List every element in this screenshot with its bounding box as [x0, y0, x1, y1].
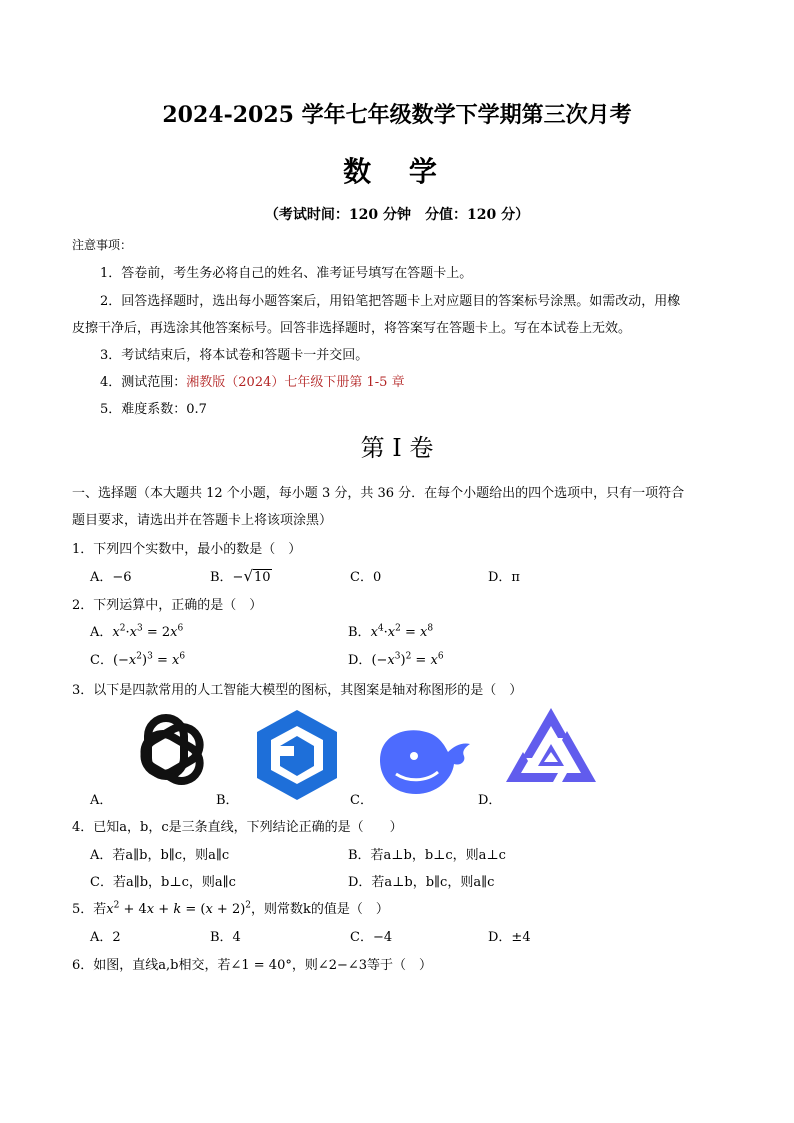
kimi-logo-icon [254, 708, 340, 802]
q2-option-b-label: B． [348, 625, 371, 640]
q4-option-a: A．若a∥b，b∥c，则a∥c [90, 848, 230, 863]
q5-option-d: D．±4 [488, 930, 531, 945]
qwen-logo-icon [502, 706, 600, 798]
notice-item-2-line2: 皮擦干净后，再选涂其他答案标号。回答非选择题时，将答案写在答题卡上。写在本试卷上无效。 [72, 321, 632, 336]
q1-option-b-radicand: 10 [254, 570, 271, 585]
deepseek-whale-logo-icon [374, 722, 476, 798]
q6-stem: 6．如图，直线a,b相交，若∠1 = 40°，则∠2−∠3等于（ ） [72, 958, 433, 973]
q1-option-b: B．−√10 [210, 567, 271, 585]
q3-option-a: A． [90, 793, 113, 808]
q2-option-a-label: A． [90, 625, 113, 640]
q2-option-a: A．$x^2\cdot x^3 = 2x^6$ [90, 623, 184, 640]
q1-option-b-label: B．− [210, 570, 244, 585]
q1-option-a: A．−6 [90, 570, 132, 585]
q4-stem: 4．已知a，b，c是三条直线，下列结论正确的是（ ） [72, 820, 403, 835]
q3-stem: 3．以下是四款常用的人工智能大模型的图标，其图案是轴对称图形的是（ ） [72, 683, 523, 698]
notice-item-5: 5．难度系数：0.7 [100, 402, 207, 417]
exam-title: 2024-2025 学年七年级数学下学期第三次月考 [162, 102, 632, 128]
notice-heading: 注意事项： [72, 238, 133, 252]
scope-highlight: 湘教版（2024）七年级下册第 1-5 章 [186, 375, 405, 390]
q2-option-c-label: C． [90, 653, 113, 668]
q4-option-d: D．若a⊥b，b∥c，则a∥c [348, 875, 495, 890]
exam-info: （考试时间：120 分钟 分值：120 分） [264, 207, 530, 223]
notice-item-2-line1: 2．回答选择题时，选出每小题答案后，用铅笔把答题卡上对应题目的答案标号涂黑。如需改动，用橡 [100, 294, 681, 309]
q3-option-b: B． [216, 793, 239, 808]
q1-option-d: D．π [488, 570, 520, 585]
q2-stem: 2．下列运算中，正确的是（ ） [72, 598, 263, 613]
q4-option-b: B．若a⊥b，b⊥c，则a⊥c [348, 848, 506, 863]
q5-option-c: C．−4 [350, 930, 393, 945]
q5-stem: 5．若$x^2 + 4x + k = (x + 2)^2$，则常数k的值是（ ） [72, 900, 389, 917]
openai-logo-icon [118, 708, 214, 800]
q3-option-d: D． [478, 793, 502, 808]
q5-option-a: A．2 [90, 930, 121, 945]
q3-option-c: C． [350, 793, 373, 808]
q4-option-c: C．若a∥b，b⊥c，则a∥c [90, 875, 236, 890]
q1-stem: 1．下列四个实数中，最小的数是（ ） [72, 542, 302, 557]
q2-option-b: B．$x^4\cdot x^2 = x^8$ [348, 623, 434, 640]
notice-item-4 [100, 371, 405, 390]
subject-title: 数 学 [343, 155, 451, 188]
q5-stem-prefix: 5．若 [72, 902, 107, 917]
q2-option-d: D．$(-x^3)^2 = x^6$ [348, 651, 444, 668]
q5-stem-suffix: ，则常数k的值是（ ） [251, 902, 389, 917]
notice-item-1: 1．答卷前，考生务必将自己的姓名、准考证号填写在答题卡上。 [100, 266, 473, 281]
volume-title: 第 I 卷 [360, 434, 434, 462]
q5-option-b: B．4 [210, 930, 241, 945]
q2-option-d-label: D． [348, 653, 372, 668]
notice-item-3: 3．考试结束后，将本试卷和答题卡一并交回。 [100, 348, 369, 363]
scope-label: 4．测试范围： [100, 375, 187, 390]
q2-option-c: C．$(-x^2)^3 = x^6$ [90, 651, 186, 668]
q1-option-c: C．0 [350, 570, 382, 585]
section-1-heading-line1: 一、选择题（本大题共 12 个小题，每小题 3 分，共 36 分．在每个小题给出的四个选项中，只有一项符合 [72, 486, 685, 501]
section-1-heading-line2: 题目要求，请选出并在答题卡上将该项涂黑） [72, 513, 333, 528]
